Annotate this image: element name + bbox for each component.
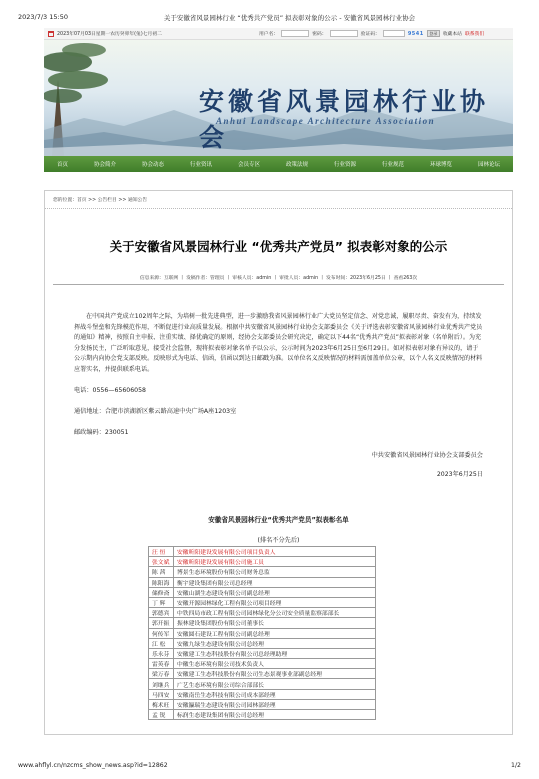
member-org: 安徽圆石建设工程有限公司副总经理 bbox=[174, 628, 376, 638]
table-row bbox=[149, 699, 376, 709]
member-org: 标润生态建设集团有限公司总经理 bbox=[174, 710, 376, 720]
member-org: 广艺生态环境有限公司综合部部长 bbox=[174, 679, 376, 689]
member-org: 安徽南岳生态科技有限公司成本部经理 bbox=[174, 689, 376, 699]
nav-item-home[interactable]: 首页 bbox=[56, 162, 68, 168]
member-name: 陈 茜 bbox=[149, 567, 174, 577]
member-name: 孟 锐 bbox=[149, 710, 174, 720]
top-date: 2023年07月03日星期一农历癸卯年(兔)七月初二 bbox=[57, 32, 162, 37]
print-datetime: 2023/7/3 15:50 bbox=[18, 13, 68, 21]
nav-item-resources[interactable]: 行业资源 bbox=[333, 162, 356, 168]
contact-link[interactable]: 联系我们 bbox=[464, 32, 485, 37]
member-org: 安徽山湖生态建设有限公司副总经理 bbox=[174, 587, 376, 597]
print-doc-title: 关于安徽省风景园林行业 “优秀共产党员” 拟表彰对象的公示 - 安徽省风景园林行业协会 bbox=[163, 14, 416, 22]
member-org: 安徽昕阳建设发展有限公司施工员 bbox=[174, 557, 376, 567]
article-meta: 信息来源：互联网 丨 发稿作者：管理员 丨 审核人员：admin 丨 审批人员：admin 丨 发布时间：2023年6月25日 丨 查看263次 bbox=[139, 276, 418, 281]
member-name: 梅术旺 bbox=[149, 699, 174, 709]
table-row bbox=[149, 557, 376, 567]
captcha-label: 验证码： bbox=[360, 32, 380, 37]
member-name: 汪 恒 bbox=[149, 547, 174, 557]
nav-item-about[interactable]: 协会简介 bbox=[93, 162, 116, 168]
username-input[interactable] bbox=[281, 30, 309, 37]
article-container bbox=[44, 190, 513, 735]
signature-date: 2023年6月25日 bbox=[436, 471, 483, 478]
member-name: 雷英春 bbox=[149, 659, 174, 669]
article-body: 在中国共产党成立102周年之际，为培树一批先进典型，进一步激励我省风景园林行业广大党员坚定信念、对党忠诚，履职尽责、奋发有为，持续发挥战斗堡垒和先锋模范作用，不断促进行业高质量发展。根据中共安徽省风景园林行业协会支部委员会《关于评选表彰安徽省风景园林行业优秀共产党员的通知》精神，按照自主申报、注重实绩、择优确定的原则，经协会支部委员会研究决定，确定以下44名“优秀共产党员”拟表彰对象（名单附后）。为充分发扬民主，广泛听取意见，接受社会监督，现将拟表彰对象名单予以公示，公示时间为2023年6月25日至6月29日。如对拟表彰对象有异议的，请于公示期内向协会党支部反映。反映形式为电话、信函，信函以到达日邮戳为准。以单位名义反映情况的材料需加盖单位公章，以个人名义反映情况的材料应署实名，并提供联系电话。 bbox=[74, 313, 483, 373]
nav-item-standards[interactable]: 行业规范 bbox=[381, 162, 404, 168]
member-name: 储修斋 bbox=[149, 587, 174, 597]
member-org: 安徽瀛瑞生态建设有限公司园林部经理 bbox=[174, 699, 376, 709]
member-name: 何传军 bbox=[149, 628, 174, 638]
member-name: 马四安 bbox=[149, 689, 174, 699]
nav-item-news[interactable]: 协会动态 bbox=[141, 162, 164, 168]
password-input[interactable] bbox=[330, 30, 358, 37]
member-name: 江 松 bbox=[149, 638, 174, 648]
captcha-input[interactable] bbox=[383, 30, 405, 37]
member-org: 中铁四局市政工程有限公司园林绿化分公司安全质量监察部部长 bbox=[174, 608, 376, 618]
member-name: 丁 辉 bbox=[149, 597, 174, 607]
table-row bbox=[149, 547, 376, 557]
member-org: 安徽建工生态科技股份有限公司总经理助理 bbox=[174, 648, 376, 658]
table-row bbox=[149, 608, 376, 618]
nav-item-expo[interactable]: 环球博览 bbox=[429, 162, 452, 168]
member-org: 安徽建工生态科技股份有限公司生态景观事业部副总经理 bbox=[174, 669, 376, 679]
contact-postcode: 邮政编码：230051 bbox=[74, 429, 129, 436]
table-row bbox=[149, 669, 376, 679]
members-table bbox=[148, 546, 376, 720]
nav-item-forum[interactable]: 园林论坛 bbox=[477, 162, 500, 168]
breadcrumb[interactable]: 您的位置：首页 >> 公告栏目 >> 通知公告 bbox=[45, 191, 512, 209]
table-row bbox=[149, 710, 376, 720]
member-name: 张文斌 bbox=[149, 557, 174, 567]
contact-phone: 电话：0556—65606058 bbox=[74, 387, 146, 394]
member-org: 振林建设集团股份有限公司董事长 bbox=[174, 618, 376, 628]
table-row bbox=[149, 648, 376, 658]
login-button[interactable]: 登录 bbox=[427, 30, 440, 37]
list-note: (排名不分先后) bbox=[257, 537, 300, 544]
member-org: 中徽生态环境有限公司技术负责人 bbox=[174, 659, 376, 669]
table-row bbox=[149, 587, 376, 597]
favorite-link[interactable]: 收藏本站 bbox=[442, 32, 462, 37]
table-row bbox=[149, 638, 376, 648]
table-row bbox=[149, 577, 376, 587]
meta-divider bbox=[53, 284, 504, 285]
print-url: www.ahflyl.cn/nzcms_show_news.asp?id=12862 bbox=[18, 762, 168, 769]
contact-address: 通信地址：合肥市滨湖新区紫云路高速中央广场A座1203室 bbox=[74, 408, 237, 415]
member-org: 安徽九绿生态建设有限公司总经理 bbox=[174, 638, 376, 648]
member-name: 郭开振 bbox=[149, 618, 174, 628]
member-name: 乐永芬 bbox=[149, 648, 174, 658]
calendar-icon bbox=[48, 31, 54, 37]
table-row bbox=[149, 567, 376, 577]
site-header bbox=[44, 28, 513, 172]
table-row bbox=[149, 679, 376, 689]
table-row bbox=[149, 597, 376, 607]
print-header bbox=[0, 0, 539, 24]
banner bbox=[44, 40, 513, 156]
main-nav bbox=[44, 156, 513, 172]
member-name: 郭德宾 bbox=[149, 608, 174, 618]
banner-subtitle: Anhui Landscape Architecture Association bbox=[216, 116, 436, 126]
member-name: 陈阳海 bbox=[149, 577, 174, 587]
member-org: 安徽昕阳建设发展有限公司项目负责人 bbox=[174, 547, 376, 557]
member-name: 梁万春 bbox=[149, 669, 174, 679]
nav-item-industry-news[interactable]: 行业资讯 bbox=[189, 162, 212, 168]
captcha-image[interactable]: 9541 bbox=[407, 30, 424, 37]
member-org: 博景生态环境股份有限公司财务总监 bbox=[174, 567, 376, 577]
username-label: 用户名： bbox=[259, 32, 279, 37]
member-name: 刘继兵 bbox=[149, 679, 174, 689]
nav-item-members[interactable]: 会员专区 bbox=[237, 162, 260, 168]
article-title: 关于安徽省风景园林行业 “优秀共产党员” 拟表彰对象的公示 bbox=[109, 239, 448, 254]
member-org: 安徽开源园林绿化工程有限公司项目经理 bbox=[174, 597, 376, 607]
password-label: 密码： bbox=[312, 32, 327, 37]
print-page-number: 1/2 bbox=[511, 762, 521, 769]
table-row bbox=[149, 689, 376, 699]
table-row bbox=[149, 659, 376, 669]
top-bar bbox=[44, 28, 513, 40]
member-org: 衡宇建设集团有限公司总经理 bbox=[174, 577, 376, 587]
nav-item-policy[interactable]: 政策法规 bbox=[285, 162, 308, 168]
table-row bbox=[149, 618, 376, 628]
list-title: 安徽省风景园林行业“优秀共产党员”拟表彰名单 bbox=[208, 516, 349, 524]
banner-title: 安徽省风景园林行业协会 bbox=[199, 87, 490, 152]
table-row bbox=[149, 628, 376, 638]
signature-org: 中共安徽省风景园林行业协会支部委员会 bbox=[371, 452, 483, 459]
